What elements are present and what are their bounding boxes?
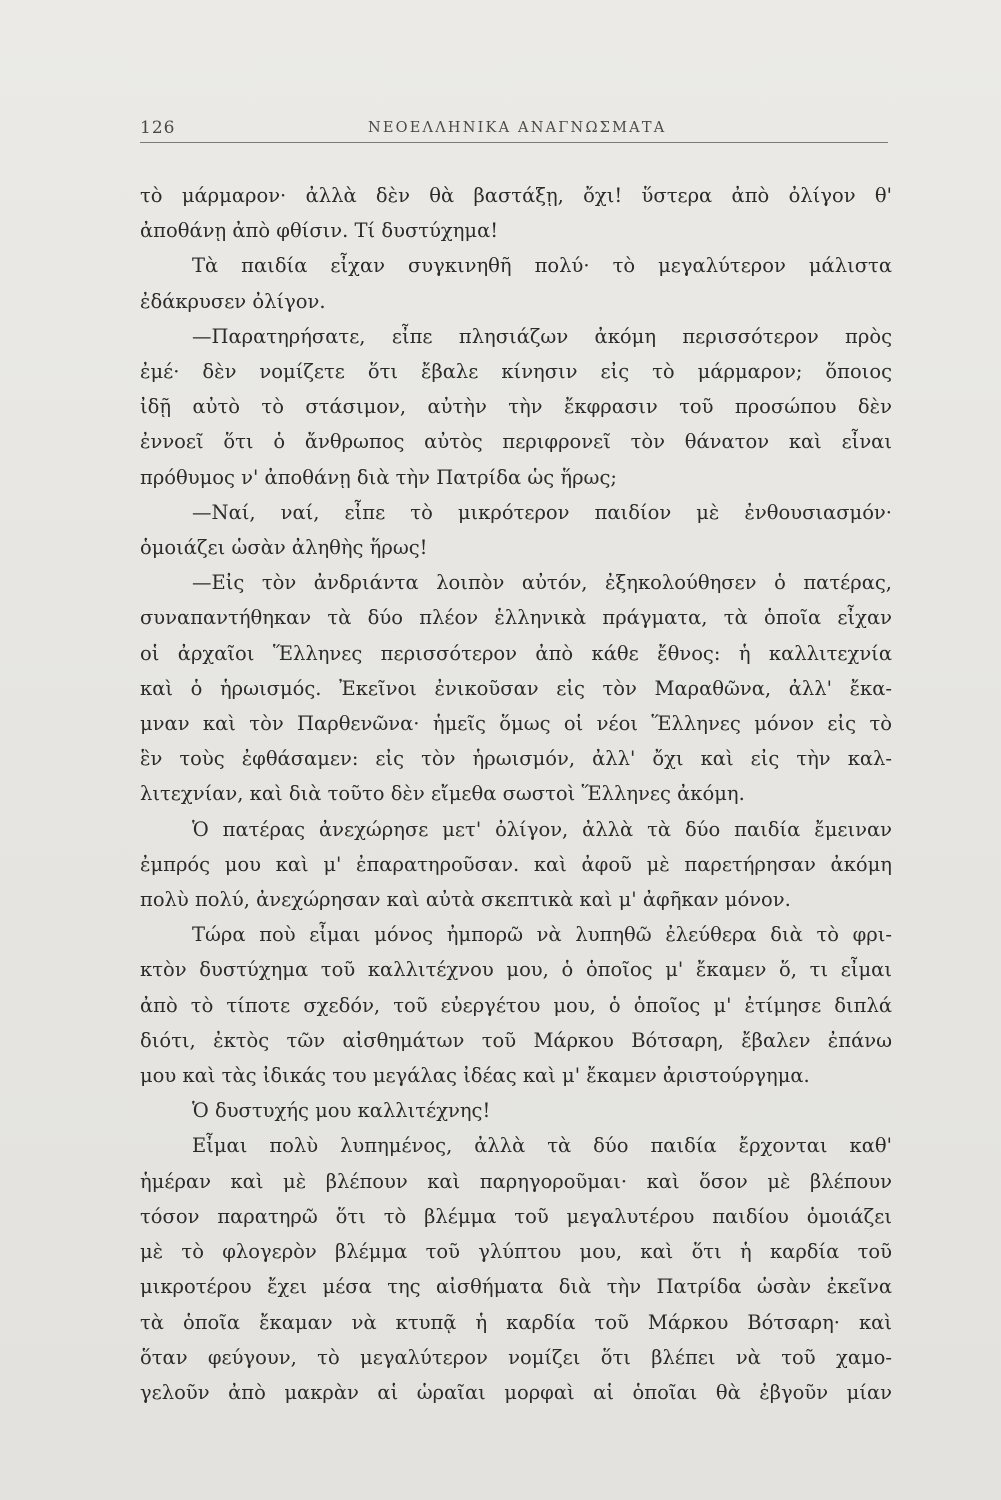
text-line: ἀποθάνῃ ἀπὸ φθίσιν. Τί δυστύχημα! bbox=[140, 219, 499, 243]
header-rule bbox=[140, 142, 888, 143]
text-line: καὶ ὁ ἡρωισμός. Ἐκεῖνοι ἐνικοῦσαν εἰς τὸν Μαραθῶνα, ἀλλ' ἔκα- bbox=[140, 676, 892, 700]
running-title: ΝΕΟΕΛΛΗΝΙΚΑ ΑΝΑΓΝΩΣΜΑΤΑ bbox=[368, 120, 667, 136]
text-line: Εἶμαι πολὺ λυπημένος, ἀλλὰ τὰ δύο παιδία ἔρχονται καθ' bbox=[192, 1134, 892, 1158]
text-line: Τὰ παιδία εἶχαν συγκινηθῆ πολύ· τὸ μεγαλύτερον μάλιστα bbox=[192, 254, 892, 278]
text-line: Τώρα ποὺ εἶμαι μόνος ἠμπορῶ νὰ λυπηθῶ ἐλεύθερα διὰ τὸ φρι- bbox=[192, 923, 892, 947]
text-line: —Παρατηρήσατε, εἶπε πλησιάζων ἀκόμη περισσότερον πρὸς bbox=[192, 324, 892, 348]
text-line: οἱ ἀρχαῖοι Ἕλληνες περισσότερον ἀπὸ κάθε ἔθνος: ἡ καλλιτεχνία bbox=[140, 641, 892, 665]
text-line: ἰδῇ αὐτὸ τὸ στάσιμον, αὐτὴν τὴν ἔκφρασιν τοῦ προσώπου δὲν bbox=[140, 395, 892, 419]
text-line: ἐννοεῖ ὅτι ὁ ἄνθρωπος αὐτὸς περιφρονεῖ τὸν θάνατον καὶ εἶναι bbox=[140, 430, 892, 454]
text-line: ἐμέ· δὲν νομίζετε ὅτι ἔβαλε κίνησιν εἰς τὸ μάρμαρον; ὅποιος bbox=[140, 360, 892, 384]
text-line: μου καὶ τὰς ἰδικάς του μεγάλας ἰδέας καὶ μ' ἔκαμεν ἀριστούργημα. bbox=[140, 1064, 810, 1088]
text-line: ὁμοιάζει ὡσὰν ἀληθὴς ἥρως! bbox=[140, 536, 428, 560]
text-line: μικροτέρου ἔχει μέσα της αἰσθήματα διὰ τὴν Πατρίδα ὡσὰν ἐκεῖνα bbox=[140, 1275, 892, 1299]
text-line: μὲ τὸ φλογερὸν βλέμμα τοῦ γλύπτου μου, καὶ ὅτι ἡ καρδία τοῦ bbox=[140, 1240, 892, 1264]
text-line: γελοῦν ἀπὸ μακρὰν αἱ ὡραῖαι μορφαὶ αἱ ὁποῖαι θὰ ἐβγοῦν μίαν bbox=[140, 1380, 892, 1404]
text-line: Ὁ δυστυχής μου καλλιτέχνης! bbox=[192, 1099, 491, 1123]
text-line: Ὁ πατέρας ἀνεχώρησε μετ' ὀλίγον, ἀλλὰ τὰ δύο παιδία ἔμειναν bbox=[192, 817, 892, 841]
text-line: —Εἰς τὸν ἀνδριάντα λοιπὸν αὐτόν, ἐξηκολούθησεν ὁ πατέρας, bbox=[192, 571, 892, 595]
page-number: 126 bbox=[140, 118, 176, 138]
text-line: πολὺ πολύ, ἀνεχώρησαν καὶ αὐτὰ σκεπτικὰ καὶ μ' ἀφῆκαν μόνον. bbox=[140, 888, 791, 912]
text-line: κτὸν δυστύχημα τοῦ καλλιτέχνου μου, ὁ ὁποῖος μ' ἔκαμεν ὅ, τι εἶμαι bbox=[140, 958, 892, 982]
text-line: ἐμπρός μου καὶ μ' ἐπαρατηροῦσαν. καὶ ἀφοῦ μὲ παρετήρησαν ἀκόμη bbox=[140, 852, 892, 876]
body-text bbox=[140, 178, 892, 1410]
text-line: ὅταν φεύγουν, τὸ μεγαλύτερον νομίζει ὅτι βλέπει νὰ τοῦ χαμο- bbox=[140, 1345, 892, 1369]
text-line: λιτεχνίαν, καὶ διὰ τοῦτο δὲν εἴμεθα σωστοὶ Ἕλληνες ἀκόμη. bbox=[140, 782, 745, 806]
text-line: ἀπὸ τὸ τίποτε σχεδόν, τοῦ εὐεργέτου μου, ὁ ὁποῖος μ' ἐτίμησε διπλά bbox=[140, 993, 892, 1017]
page-header bbox=[140, 118, 890, 142]
text-line: μναν καὶ τὸν Παρθενῶνα· ἡμεῖς ὅμως οἱ νέοι Ἕλληνες μόνον εἰς τὸ bbox=[140, 712, 892, 736]
text-line: τὸ μάρμαρον· ἀλλὰ δὲν θὰ βαστάξῃ, ὄχι! ὕστερα ἀπὸ ὀλίγον θ' bbox=[140, 184, 892, 207]
text-line: τόσον παρατηρῶ ὅτι τὸ βλέμμα τοῦ μεγαλυτέρου παιδίου ὁμοιάζει bbox=[140, 1204, 892, 1228]
text-line: συναπαντήθηκαν τὰ δύο πλέον ἑλληνικὰ πράγματα, τὰ ὁποῖα εἶχαν bbox=[140, 606, 892, 630]
text-line: τὰ ὁποῖα ἔκαμαν νὰ κτυπᾷ ἡ καρδία τοῦ Μάρκου Βότσαρη· καὶ bbox=[140, 1310, 892, 1334]
text-line: ἡμέραν καὶ μὲ βλέπουν καὶ παρηγοροῦμαι· καὶ ὅσον μὲ βλέπουν bbox=[140, 1169, 892, 1193]
text-line: διότι, ἐκτὸς τῶν αἰσθημάτων τοῦ Μάρκου Βότσαρη, ἔβαλεν ἐπάνω bbox=[140, 1028, 892, 1052]
text-line: ἓν τοὺς ἐφθάσαμεν: εἰς τὸν ἡρωισμόν, ἀλλ' ὄχι καὶ εἰς τὴν καλ- bbox=[140, 747, 892, 771]
text-line: πρόθυμος ν' ἀποθάνῃ διὰ τὴν Πατρίδα ὡς ἥρως; bbox=[140, 465, 617, 489]
text-line: —Ναί, ναί, εἶπε τὸ μικρότερον παιδίον μὲ ἐνθουσιασμόν· bbox=[192, 500, 892, 524]
text-line: ἐδάκρυσεν ὀλίγον. bbox=[140, 289, 326, 313]
